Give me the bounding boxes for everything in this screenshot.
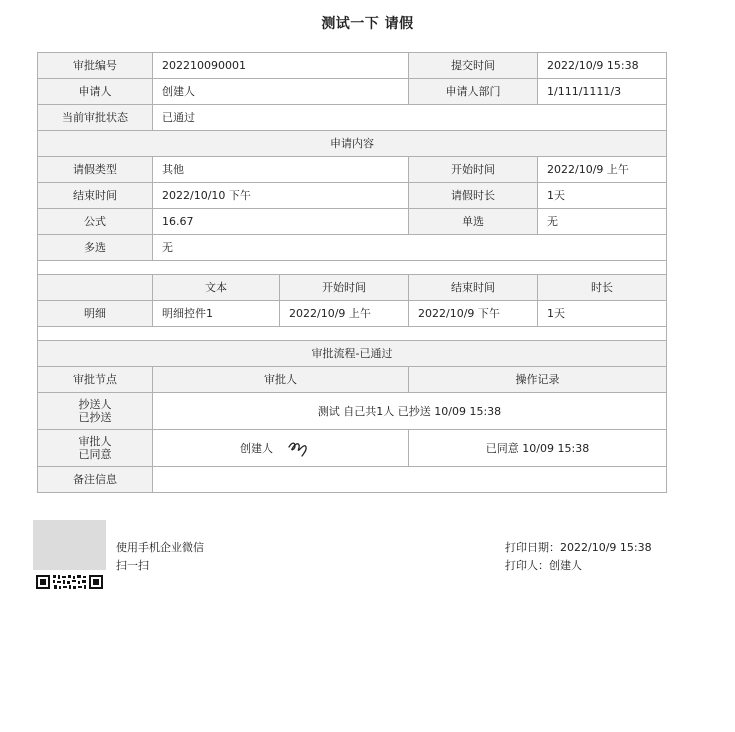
approver-cell (153, 430, 409, 467)
flow-col-node: 审批节点 (38, 367, 153, 393)
approver-node-state: 已同意 (78, 448, 112, 461)
start-time-label: 开始时间 (409, 157, 538, 183)
approver-log: 已同意 10/09 15:38 (409, 430, 667, 467)
cc-node-cell (38, 393, 153, 430)
table-row (38, 235, 667, 261)
spacer (38, 261, 667, 275)
leave-type-label: 请假类型 (38, 157, 153, 183)
table-row (38, 183, 667, 209)
qr-placeholder (33, 520, 106, 570)
approval-no-label: 审批编号 (38, 53, 153, 79)
remark-label: 备注信息 (38, 467, 153, 493)
duration-label: 请假时长 (409, 183, 538, 209)
detail-end-value: 2022/10/9 下午 (409, 301, 538, 327)
submit-time-value: 2022/10/9 15:38 (538, 53, 667, 79)
detail-col-end: 结束时间 (409, 275, 538, 301)
cc-log: 测试 自己共1人 已抄送 10/09 15:38 (153, 393, 667, 430)
start-time-value: 2022/10/9 上午 (538, 157, 667, 183)
detail-text-value: 明细控件1 (153, 301, 280, 327)
single-select-value: 无 (538, 209, 667, 235)
submit-time-label: 提交时间 (409, 53, 538, 79)
status-value: 已通过 (153, 105, 667, 131)
approver-node-role: 审批人 (78, 435, 112, 448)
section-header-row (38, 131, 667, 157)
qr-code (33, 520, 106, 592)
qr-code-icon (33, 570, 106, 592)
detail-col-text: 文本 (153, 275, 280, 301)
print-info (505, 539, 652, 575)
detail-row (38, 301, 667, 327)
flow-section-header: 审批流程-已通过 (38, 341, 667, 367)
dept-label: 申请人部门 (409, 79, 538, 105)
table-row (38, 209, 667, 235)
document-title: 测试一下 请假 (321, 16, 414, 32)
spacer-row (38, 261, 667, 275)
detail-duration-value: 1天 (538, 301, 667, 327)
detail-header-row (38, 275, 667, 301)
flow-row-approver (38, 430, 667, 467)
multi-select-value: 无 (153, 235, 667, 261)
approver-node-cell (38, 430, 153, 467)
duration-value: 1天 (538, 183, 667, 209)
table-row (38, 105, 667, 131)
flow-col-log: 操作记录 (409, 367, 667, 393)
spacer-row (38, 327, 667, 341)
single-select-label: 单选 (409, 209, 538, 235)
table-row (38, 79, 667, 105)
detail-col-start: 开始时间 (280, 275, 409, 301)
end-time-label: 结束时间 (38, 183, 153, 209)
status-label: 当前审批状态 (38, 105, 153, 131)
flow-row-cc (38, 393, 667, 430)
applicant-label: 申请人 (38, 79, 153, 105)
printer: 打印人：创建人 (505, 559, 582, 572)
spacer (38, 327, 667, 341)
leave-type-value: 其他 (153, 157, 409, 183)
formula-value: 16.67 (153, 209, 409, 235)
detail-start-value: 2022/10/9 上午 (280, 301, 409, 327)
detail-header-empty (38, 275, 153, 301)
applicant-value: 创建人 (153, 79, 409, 105)
content-section-header: 申请内容 (38, 131, 667, 157)
end-time-value: 2022/10/10 下午 (153, 183, 409, 209)
cc-node-state: 已抄送 (78, 411, 112, 424)
scan-hint-line1: 使用手机企业微信 (116, 541, 204, 554)
remark-row (38, 467, 667, 493)
scan-hint (116, 539, 204, 575)
dept-value: 1/111/1111/3 (538, 79, 667, 105)
scan-hint-line2: 扫一扫 (116, 559, 149, 572)
signature-image (287, 438, 321, 458)
formula-label: 公式 (38, 209, 153, 235)
table-row (38, 53, 667, 79)
flow-header-row (38, 367, 667, 393)
table-row (38, 157, 667, 183)
detail-col-duration: 时长 (538, 275, 667, 301)
remark-value (153, 467, 667, 493)
approver-name: 创建人 (240, 441, 273, 455)
section-header-row (38, 341, 667, 367)
multi-select-label: 多选 (38, 235, 153, 261)
approval-table (37, 52, 667, 493)
flow-col-approver: 审批人 (153, 367, 409, 393)
approval-no-value: 202210090001 (153, 53, 409, 79)
cc-node-role: 抄送人 (78, 398, 112, 411)
print-date: 打印日期：2022/10/9 15:38 (505, 541, 652, 554)
detail-row-label: 明细 (38, 301, 153, 327)
